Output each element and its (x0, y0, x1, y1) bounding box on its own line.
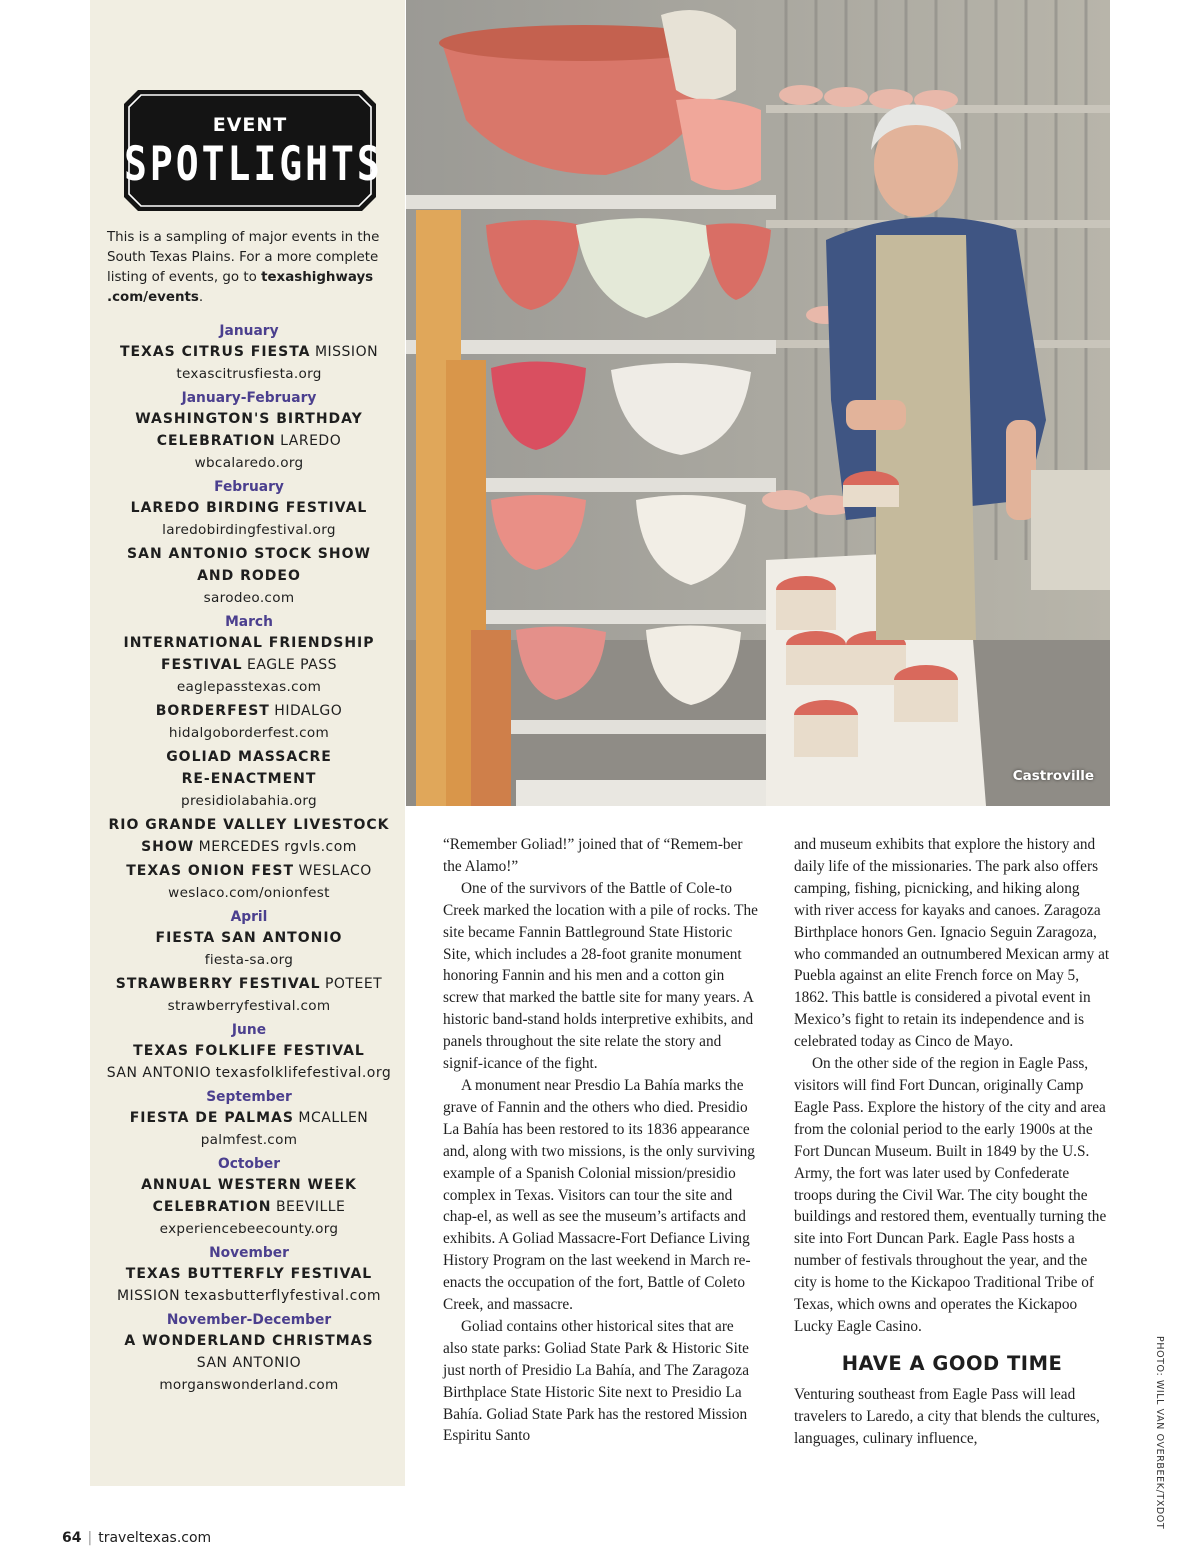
badge-event-label: EVENT (212, 114, 288, 136)
event-title: TEXAS FOLKLIFE FESTIVAL (133, 1043, 365, 1059)
event-title: CELEBRATION LAREDO (156, 433, 342, 449)
event-title: STRAWBERRY FESTIVAL POTEET (115, 976, 383, 992)
event-url[interactable]: laredobirdingfestival.org (162, 522, 336, 538)
event-title: FIESTA SAN ANTONIO (155, 930, 343, 946)
paragraph: Venturing southeast from Eagle Pass will lead travelers to Laredo, a city that blends the cultures, languages, culinary influence, (794, 1385, 1100, 1447)
paragraph: “Remember Goliad!” joined that of “Remem-ber the Alamo!” (443, 836, 743, 875)
event-url[interactable]: palmfest.com (200, 1132, 298, 1148)
article-column-2 (794, 834, 1110, 1450)
event-title: BORDERFEST HIDALGO (155, 703, 343, 719)
event-url[interactable]: sarodeo.com (203, 590, 295, 606)
month-label: November-December (166, 1312, 332, 1328)
event-title: INTERNATIONAL FRIENDSHIP (123, 635, 375, 651)
event-title: GOLIAD MASSACRE (166, 749, 332, 765)
month-label: March (225, 614, 273, 630)
event-title: AND RODEO (197, 568, 301, 584)
event-title: MISSION texasbutterflyfestival.com (116, 1288, 382, 1304)
page-number: 64 (62, 1530, 82, 1546)
article-column-1 (443, 834, 759, 1447)
event-title: SHOW MERCEDES rgvls.com (141, 839, 357, 855)
event-url[interactable]: texasfolklifefestival.org (215, 1065, 392, 1081)
event-title: SAN ANTONIO texasfolklifefestival.org (106, 1065, 392, 1081)
event-title: WASHINGTON'S BIRTHDAY (135, 411, 363, 427)
event-title: SAN ANTONIO (196, 1355, 302, 1371)
event-title: TEXAS ONION FEST WESLACO (126, 863, 372, 879)
event-url[interactable]: eaglepasstexas.com (176, 679, 322, 695)
event-url[interactable]: weslaco.com/onionfest (168, 885, 330, 901)
intro-link[interactable]: texashighways .com/events (107, 270, 374, 305)
month-label: November (209, 1245, 289, 1261)
photo-credit: PHOTO: WILL VAN OVERBEEK/TXDOT (1154, 1336, 1165, 1530)
event-title: ANNUAL WESTERN WEEK (141, 1177, 357, 1193)
paragraph: On the other side of the region in Eagle Pass, visitors will find Fort Duncan, originally Camp Eagle Pass. Explore the history of the city and area from the colonial period to the early 1900s at the Fort Duncan Museum. Built in 1849 by the U.S. Army, the fort was later used by Confederate troops during the Civil War. The city bought the buildings and restored them, eventually turning the site into Fort Duncan Park. Eagle Pass hosts a number of festivals throughout the year, and the city is home to the Kickapoo Traditional Tribe of Texas, which owns and operates the Kickapoo Lucky Eagle Casino. (794, 1055, 1107, 1335)
event-list (90, 318, 408, 1396)
event-url[interactable]: rgvls.com (284, 839, 357, 855)
month-label: October (217, 1156, 281, 1172)
event-title: FESTIVAL EAGLE PASS (160, 657, 338, 673)
event-url[interactable]: fiesta-sa.org (204, 952, 294, 968)
intro-text: This is a sampling of major events in the South Texas Plains. For a more complete listing of events, go to (107, 230, 380, 285)
event-title: RE-ENACTMENT (181, 771, 317, 787)
month-label: February (214, 479, 284, 495)
pottery-illustration (406, 0, 1110, 806)
event-url[interactable]: experiencebeecounty.org (159, 1221, 339, 1237)
paragraph: One of the survivors of the Battle of Cole-to Creek marked the location with a pile of rocks. The site became Fannin Battleground State Historic Site, which includes a 28-foot granite monument honoring Fannin and his men and a cotton gin screw that marked the battle site for many years. A historic band-stand holds interpretive exhibits, and panels throughout the site relate the story and signif-icance of the fight. (443, 879, 758, 1073)
event-spotlights-badge (124, 90, 383, 211)
event-title: LAREDO BIRDING FESTIVAL (130, 500, 368, 516)
event-url[interactable]: hidalgoborderfest.com (168, 725, 330, 741)
paragraph: and museum exhibits that explore the history and daily life of the missionaries. The park also offers camping, fishing, picnicking, and hiking along with river access for kayaks and canoes. Zaragoza Birthplace honors Gen. Ignacio Seguin Zaragoza, who commanded an outnumbered Mexican army at Puebla against an elite French force on May 5, 1862. This battle is considered a pivotal event in Mexico’s fight to retain its independence and is celebrated today as Cinco de Mayo. (794, 836, 1110, 1051)
event-url[interactable]: texasbutterflyfestival.com (184, 1288, 382, 1304)
event-title: RIO GRANDE VALLEY LIVESTOCK (108, 817, 390, 833)
event-title: SAN ANTONIO STOCK SHOW (127, 546, 371, 562)
event-url[interactable]: strawberryfestival.com (167, 998, 331, 1014)
event-url[interactable]: presidiolabahia.org (181, 793, 317, 809)
sidebar-intro (107, 228, 392, 308)
month-label: June (231, 1022, 267, 1038)
month-label: April (230, 909, 268, 925)
event-title: TEXAS BUTTERFLY FESTIVAL (125, 1266, 373, 1282)
event-title: A WONDERLAND CHRISTMAS (124, 1333, 374, 1349)
section-heading: HAVE A GOOD TIME (841, 1351, 1063, 1375)
event-title: FIESTA DE PALMAS MCALLEN (129, 1110, 369, 1126)
photo-caption: Castroville (1012, 768, 1094, 784)
pottery-photo (406, 0, 1110, 806)
month-label: January-February (181, 390, 317, 406)
page-footer: 64 | traveltexas.com (62, 1530, 212, 1546)
month-label: September (206, 1089, 292, 1105)
event-url[interactable]: morganswonderland.com (159, 1377, 339, 1393)
month-label: January (219, 323, 279, 339)
badge-spotlights-label: SPOTLIGHTS (124, 136, 383, 191)
event-title: CELEBRATION BEEVILLE (152, 1199, 346, 1215)
event-title: TEXAS CITRUS FIESTA MISSION (119, 344, 379, 360)
footer-site[interactable]: traveltexas.com (98, 1530, 212, 1546)
event-url[interactable]: texascitrusfiesta.org (176, 366, 322, 382)
intro-end: . (198, 290, 204, 305)
event-url[interactable]: wbcalaredo.org (194, 455, 304, 471)
paragraph: Goliad contains other historical sites that are also state parks: Goliad State Park & Historic Site just north of Presidio La Bahía, and The Zaragoza Birthplace State Historic Site next to Presidio La Bahía. Goliad State Park has the restored Mission Espiritu Santo (443, 1317, 749, 1445)
paragraph: A monument near Presdio La Bahía marks the grave of Fannin and the others who died. Presidio La Bahía has been restored to its 1836 appearance and, along with two missions, is the only surviving example of a Spanish Colonial mission/presidio complex in Texas. Visitors can tour the site and chap-el, as well as see the museum’s artifacts and exhibits. A Goliad Massacre-Fort Defiance Living History Program on the last weekend in March re-enacts the occupation of the fort, Battle of Coleto Creek, and massacre. (443, 1076, 755, 1314)
